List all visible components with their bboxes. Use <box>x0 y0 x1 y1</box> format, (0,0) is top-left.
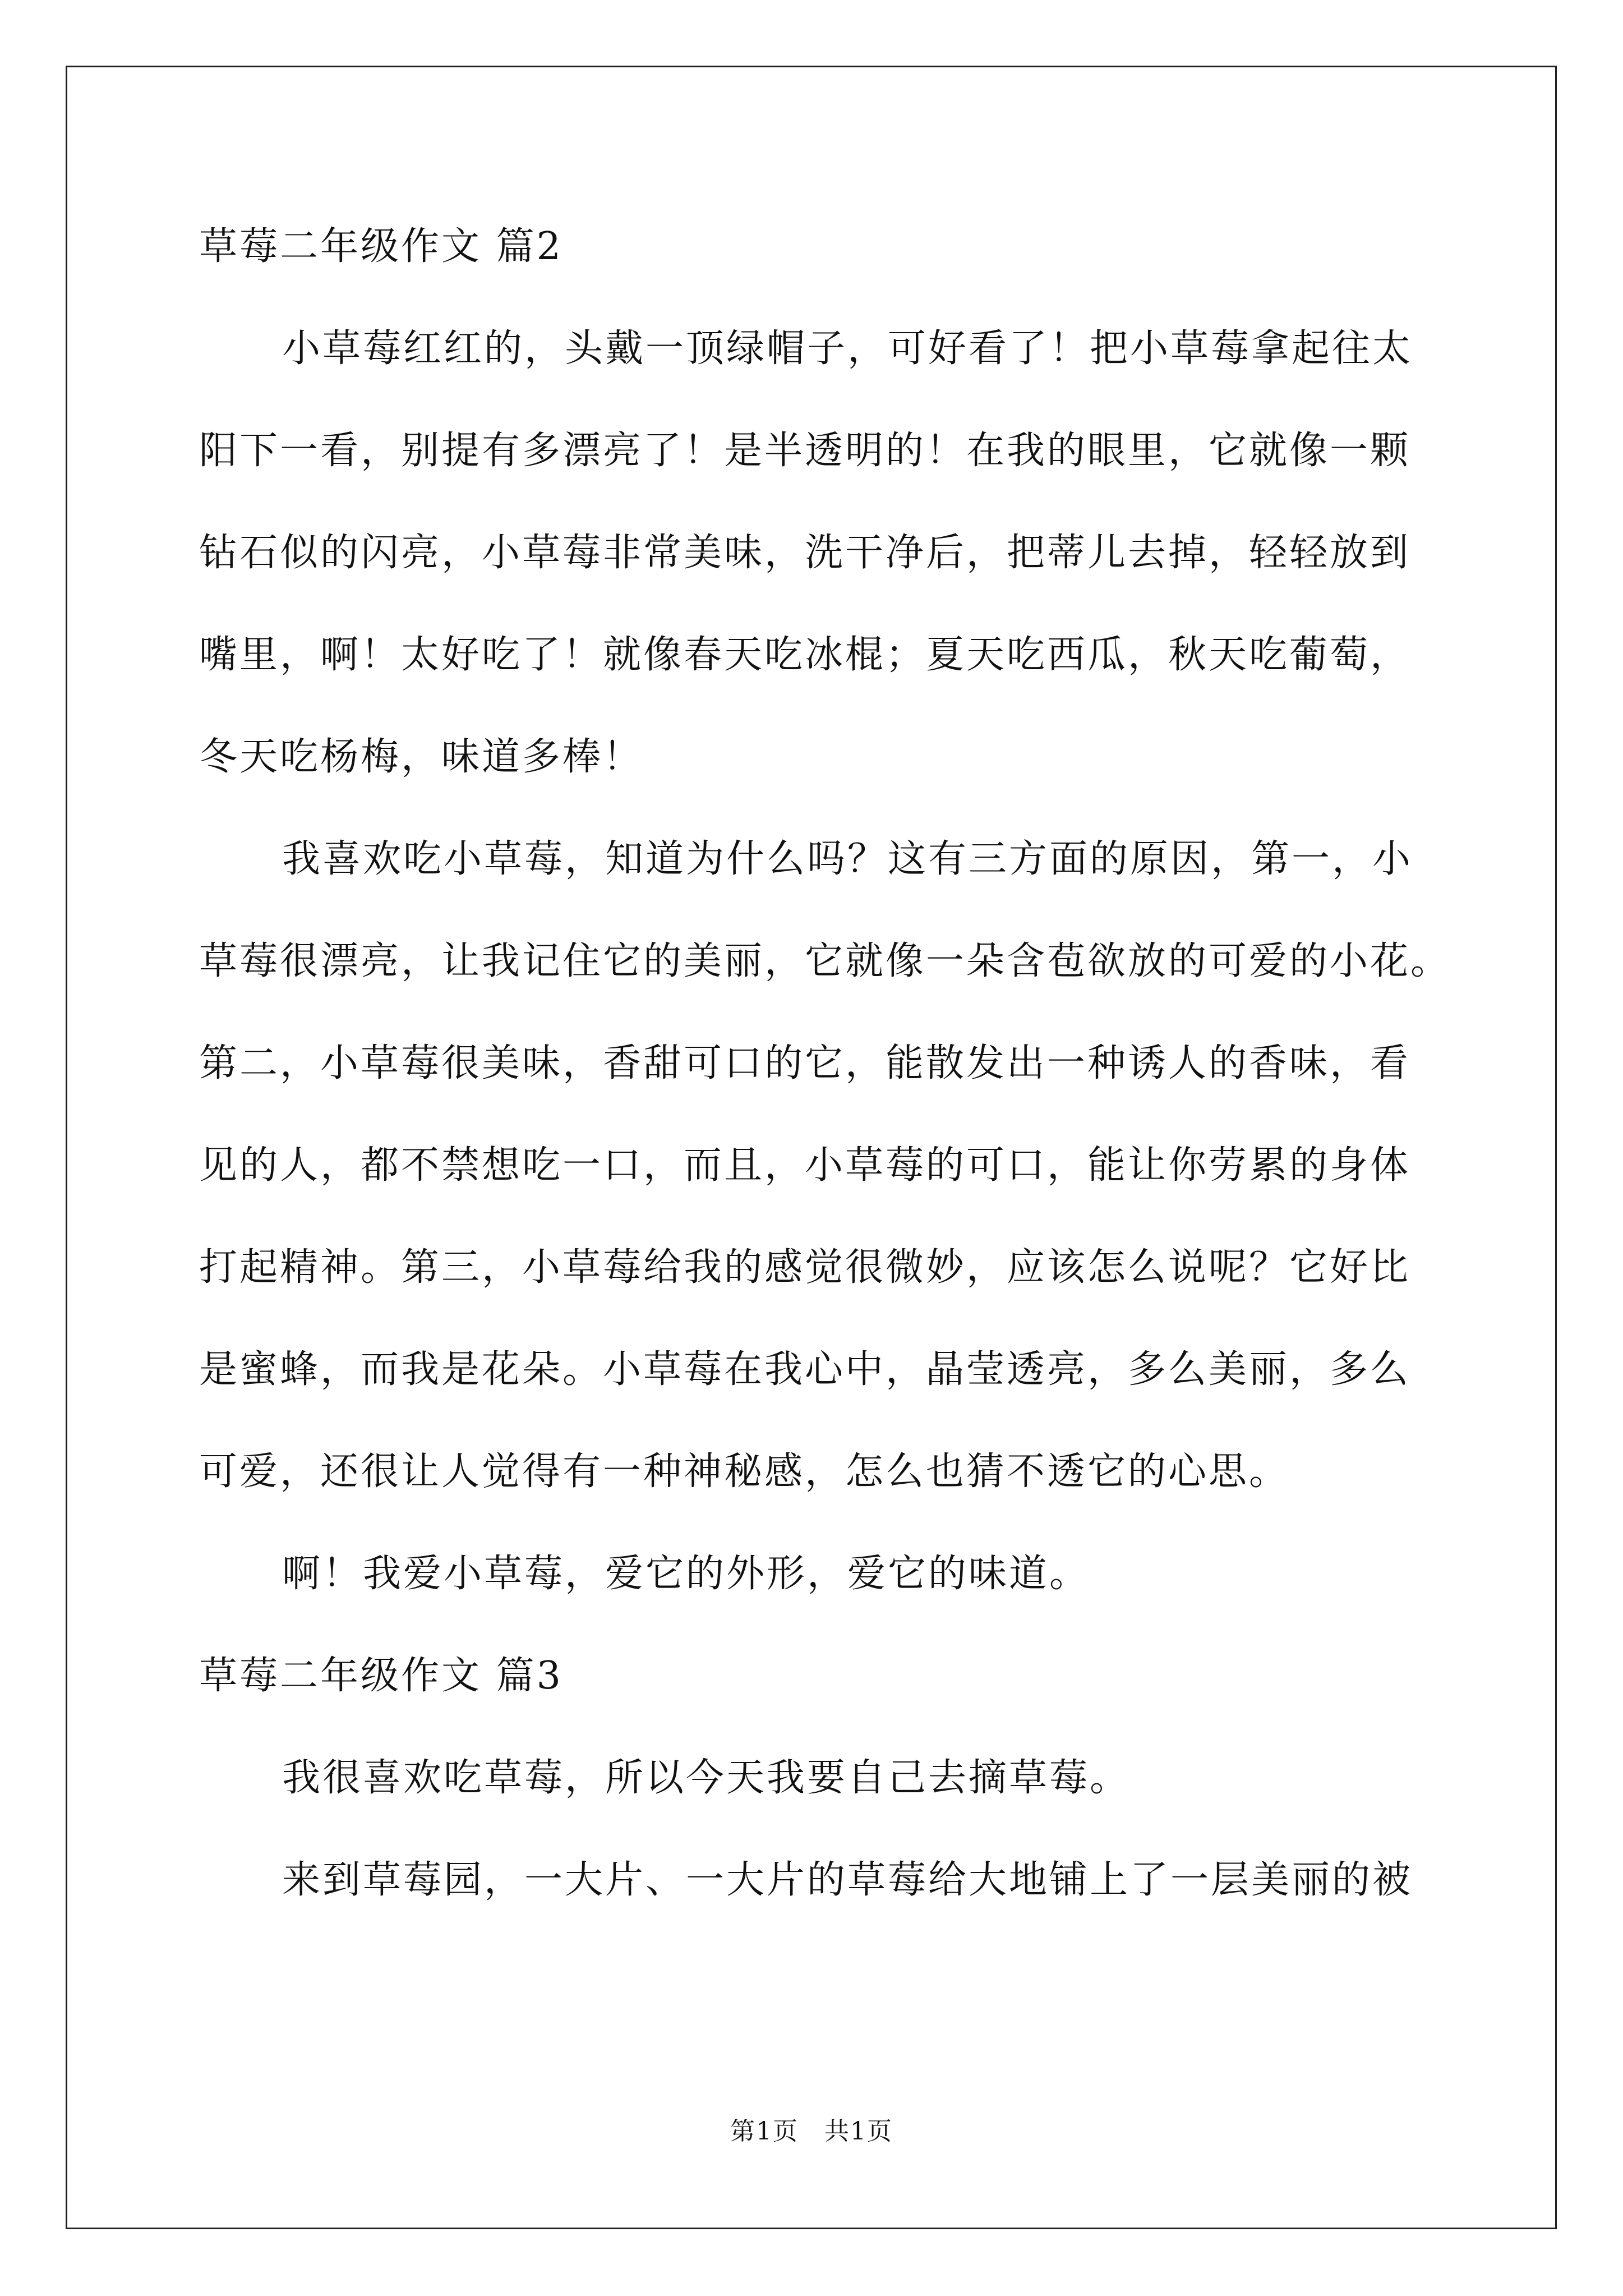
paragraph-line: 草莓很漂亮，让我记住它的美丽，它就像一朵含苞欲放的可爱的小花。 <box>199 939 1451 983</box>
page-footer: 第1页 共1页 <box>730 2117 893 2146</box>
paragraph-line: 来到草莓园，一大片、一大片的草莓给大地铺上了一层美丽的被 <box>282 1858 1413 1902</box>
paragraph-line: 小草莓红红的，头戴一顶绿帽子，可好看了！把小草莓拿起往太 <box>282 326 1413 371</box>
paragraph-line: 嘴里，啊！太好吃了！就像春天吃冰棍；夏天吃西瓜，秋天吃葡萄， <box>199 633 1411 677</box>
section-heading-3: 草莓二年级作文 篇3 <box>199 1654 563 1698</box>
paragraph-line: 是蜜蜂，而我是花朵。小草莓在我心中，晶莹透亮，多么美丽，多么 <box>199 1347 1411 1392</box>
paragraph-line: 冬天吃杨梅，味道多棒！ <box>199 735 644 779</box>
paragraph-line: 阳下一看，别提有多漂亮了！是半透明的！在我的眼里，它就像一颗 <box>199 429 1411 473</box>
section-heading-2: 草莓二年级作文 篇2 <box>199 224 563 269</box>
paragraph-line: 打起精神。第三，小草莓给我的感觉很微妙，应该怎么说呢？它好比 <box>199 1245 1411 1290</box>
paragraph-line: 第二，小草莓很美味，香甜可口的它，能散发出一种诱人的香味，看 <box>199 1041 1411 1085</box>
paragraph-line: 我很喜欢吃草莓，所以今天我要自己去摘草莓。 <box>282 1756 1131 1800</box>
paragraph <box>199 1852 1472 1908</box>
paragraph <box>199 321 1472 785</box>
paragraph-line: 我喜欢吃小草莓，知道为什么吗？这有三方面的原因，第一，小 <box>282 837 1413 881</box>
paragraph-line: 钻石似的闪亮，小草莓非常美味，洗干净后，把蒂儿去掉，轻轻放到 <box>199 531 1411 575</box>
paragraph <box>199 831 1472 1500</box>
document-body <box>199 219 1472 1954</box>
paragraph-line: 啊！我爱小草莓，爱它的外形，爱它的味道。 <box>282 1552 1090 1596</box>
paragraph <box>199 1546 1472 1602</box>
paragraph-line: 见的人，都不禁想吃一口，而且，小草莓的可口，能让你劳累的身体 <box>199 1143 1411 1188</box>
paragraph <box>199 1750 1472 1806</box>
paragraph-line: 可爱，还很让人觉得有一种神秘感，怎么也猜不透它的心思。 <box>199 1450 1290 1494</box>
